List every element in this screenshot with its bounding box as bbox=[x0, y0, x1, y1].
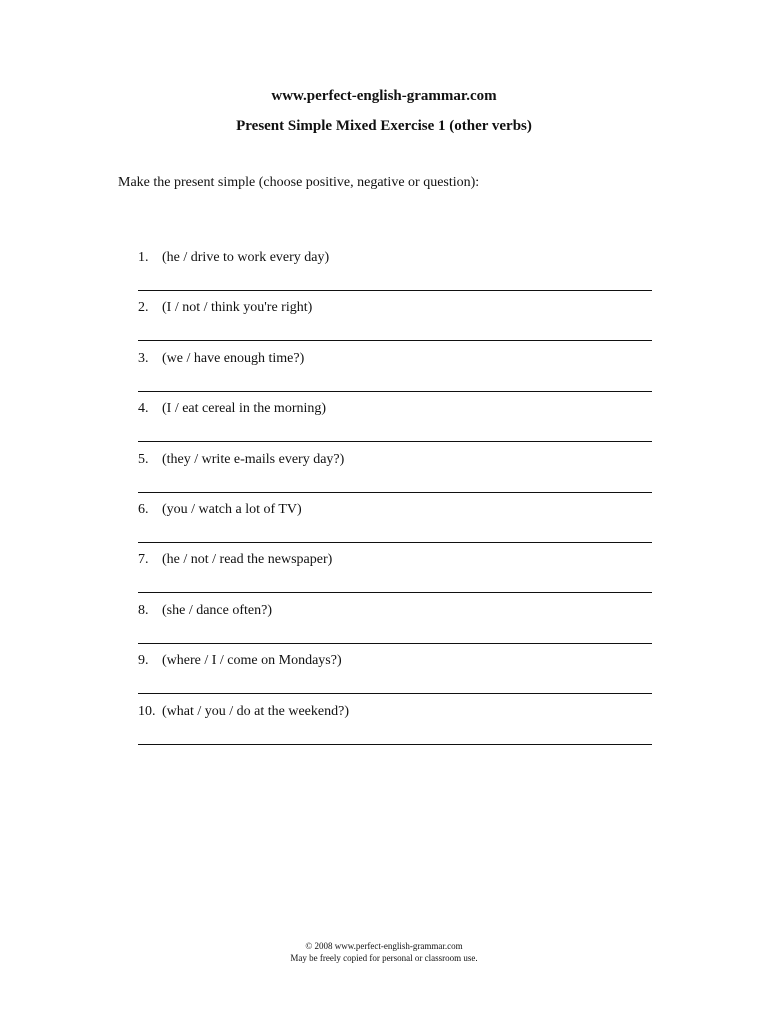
answer-line[interactable] bbox=[138, 492, 652, 493]
exercise-prompt: (he / drive to work every day) bbox=[162, 250, 330, 265]
exercise-item bbox=[138, 502, 652, 552]
answer-line[interactable] bbox=[138, 693, 652, 694]
exercise-number: 8. bbox=[138, 602, 149, 618]
exercise-number: 4. bbox=[138, 401, 149, 417]
exercise-prompt: (you / watch a lot of TV) bbox=[162, 501, 302, 517]
exercise-item bbox=[138, 704, 652, 754]
answer-line[interactable] bbox=[138, 340, 652, 341]
footer bbox=[0, 940, 768, 964]
exercise-prompt: (what / you / do at the weekend?) bbox=[162, 703, 349, 719]
exercise-prompt: (they / write e-mails every day?) bbox=[162, 451, 345, 467]
site-url: www.perfect-english-grammar.com bbox=[271, 88, 497, 104]
exercise-item bbox=[138, 401, 652, 451]
exercise-item bbox=[138, 351, 652, 401]
answer-line[interactable] bbox=[138, 592, 652, 593]
answer-line[interactable] bbox=[138, 290, 652, 291]
exercise-prompt: (I / not / think you're right) bbox=[162, 300, 313, 316]
exercise-item bbox=[138, 250, 652, 300]
exercise-prompt: (where / I / come on Mondays?) bbox=[162, 653, 342, 669]
exercise-number: 5. bbox=[138, 451, 149, 467]
exercise-prompt: (I / eat cereal in the morning) bbox=[162, 401, 327, 417]
exercise-item bbox=[138, 603, 652, 653]
exercise-item bbox=[138, 653, 652, 703]
exercise-number: 10. bbox=[138, 703, 156, 719]
footer-license: May be freely copied for personal or classroom use. bbox=[290, 953, 478, 963]
page-title: Present Simple Mixed Exercise 1 (other verbs) bbox=[236, 118, 532, 134]
answer-line[interactable] bbox=[138, 643, 652, 644]
exercise-prompt: (she / dance often?) bbox=[162, 602, 272, 618]
exercise-prompt: (he / not / read the newspaper) bbox=[162, 552, 333, 568]
instructions: Make the present simple (choose positive, negative or question): bbox=[118, 175, 480, 190]
exercise-number: 7. bbox=[138, 552, 149, 568]
answer-line[interactable] bbox=[138, 441, 652, 442]
exercise-prompt: (we / have enough time?) bbox=[162, 350, 305, 366]
exercise-number: 6. bbox=[138, 501, 149, 517]
exercise-list bbox=[138, 250, 652, 754]
exercise-item bbox=[138, 552, 652, 602]
answer-line[interactable] bbox=[138, 542, 652, 543]
exercise-item bbox=[138, 300, 652, 350]
exercise-number: 1. bbox=[138, 250, 149, 265]
exercise-number: 3. bbox=[138, 350, 149, 366]
footer-copyright: © 2008 www.perfect-english-grammar.com bbox=[305, 941, 463, 951]
exercise-item bbox=[138, 452, 652, 502]
answer-line[interactable] bbox=[138, 391, 652, 392]
exercise-number: 2. bbox=[138, 300, 149, 316]
exercise-number: 9. bbox=[138, 653, 149, 669]
answer-line[interactable] bbox=[138, 744, 652, 745]
